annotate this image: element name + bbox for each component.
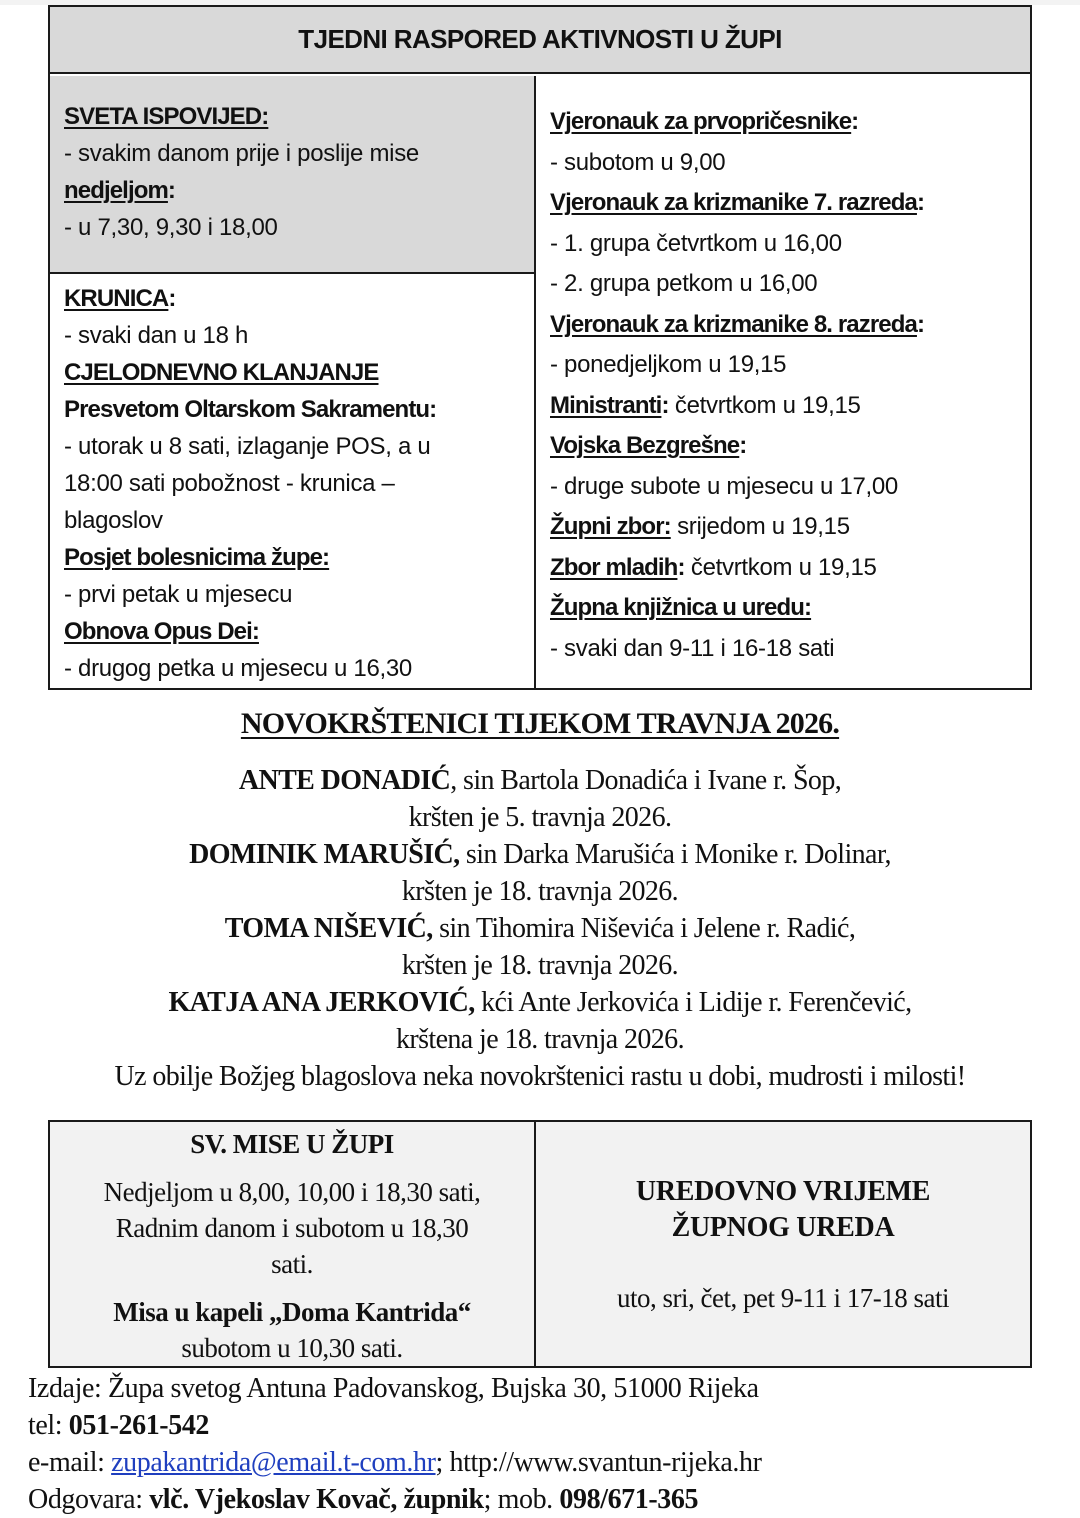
- rosary-time: - svaki dan u 18 h: [64, 322, 249, 349]
- baptism-name: TOMA NIŠEVIĆ,: [224, 913, 433, 944]
- responsible-line: [28, 1481, 762, 1518]
- confession-daily: - svakim danom prije i poslije mise: [64, 140, 419, 167]
- opus-dei-heading: Obnova Opus Dei:: [64, 618, 259, 645]
- baptism-entry: [0, 910, 1080, 947]
- weekly-schedule-table: [48, 5, 1032, 690]
- adoration-subheading: Presvetom Oltarskom Sakramentu:: [64, 396, 437, 423]
- phone-label: tel:: [28, 1410, 69, 1441]
- mobile-label: ; mob.: [483, 1484, 560, 1515]
- schedule-title-cell: [50, 7, 1030, 74]
- youth-choir-time: četvrtkom u 19,15: [684, 553, 877, 581]
- baptism-name: ANTE DONADIĆ: [238, 765, 451, 796]
- mass-office-table: [48, 1120, 1032, 1368]
- first-communion-colon: :: [851, 108, 859, 135]
- confession-heading: SVETA ISPOVIJED:: [64, 103, 269, 130]
- phone-line: [28, 1407, 762, 1444]
- baptisms-list: [0, 762, 1080, 1095]
- office-title-line2: ŽUPNOG UREDA: [671, 1212, 895, 1243]
- baptisms-section: [0, 700, 1080, 1095]
- baptism-parents: sin Darka Marušića i Monike r. Dolinar,: [459, 839, 891, 870]
- baptism-blessing: Uz obilje Božjeg blagoslova neka novokrštenici rastu u dobi, mudrosti i milosti!: [114, 1061, 966, 1092]
- first-communion-time: - subotom u 9,00: [550, 148, 726, 176]
- contact-line: [28, 1444, 762, 1481]
- baptism-name: KATJA ANA JERKOVIĆ,: [168, 987, 475, 1018]
- devotions-box: [50, 276, 534, 688]
- rosary-colon: :: [168, 285, 176, 312]
- militia-time: - druge subote u mjesecu u 17,00: [550, 472, 898, 500]
- militia-colon: :: [739, 432, 747, 459]
- parish-choir-heading: Župni zbor:: [550, 513, 671, 540]
- mobile-number: 098/671-365: [559, 1484, 699, 1515]
- mass-title: SV. MISE U ŽUPI: [190, 1129, 394, 1159]
- chapel-mass-title: Misa u kapeli „Doma Kantrida“: [113, 1297, 471, 1327]
- library-hours: - svaki dan 9-11 i 16-18 sati: [550, 634, 835, 662]
- office-title-line1: UREDOVNO VRIJEME: [635, 1176, 931, 1207]
- phone-number: 051-261-542: [68, 1410, 210, 1441]
- adoration-heading: CJELODNEVNO KLANJANJE: [64, 359, 379, 386]
- adoration-line1: - utorak u 8 sati, izlaganje POS, a u: [64, 433, 431, 460]
- schedule-left-column: [50, 76, 536, 688]
- baptism-date: kršten je 18. travnja 2026.: [401, 876, 679, 907]
- website-text: ; http://www.svantun-rijeka.hr: [435, 1447, 762, 1478]
- confirmation7-colon: :: [916, 189, 925, 216]
- baptism-parents: kći Ante Jerkovića i Lidije r. Ferenčević,: [474, 987, 912, 1018]
- responsible-label: Odgovara:: [28, 1484, 150, 1515]
- publication-footer: [28, 1370, 762, 1518]
- confirmation8-heading: Vjeronauk za krizmanike 8. razreda: [550, 310, 917, 338]
- confirmation8-colon: :: [916, 310, 925, 338]
- baptism-date: kršten je 5. travnja 2026.: [408, 802, 672, 833]
- baptism-parents: sin Tihomira Niševića i Jelene r. Radić,: [432, 913, 856, 944]
- youth-choir-colon: :: [677, 553, 685, 581]
- email-label: e-mail:: [28, 1447, 112, 1478]
- parish-choir-time: srijedom u 19,15: [670, 513, 850, 540]
- email-link[interactable]: zupakantrida@email.t-com.hr: [111, 1447, 436, 1478]
- office-hours-cell: [536, 1122, 1030, 1366]
- confirmation7-group2: - 2. grupa petkom u 16,00: [550, 270, 818, 297]
- mass-times-cell: [50, 1122, 536, 1366]
- confirmation7-heading: Vjeronauk za krizmanike 7. razreda: [550, 189, 917, 216]
- confession-box: [50, 76, 534, 274]
- confirmation7-group1: - 1. grupa četvrtkom u 16,00: [550, 229, 842, 257]
- opus-dei-time: - drugog petka u mjesecu u 16,30: [64, 655, 412, 682]
- first-communion-heading: Vjeronauk za prvopričesnike: [550, 108, 852, 135]
- baptism-name: DOMINIK MARUŠIĆ,: [189, 839, 460, 870]
- sick-visits-time: - prvi petak u mjesecu: [64, 581, 293, 608]
- baptism-entry: [0, 984, 1080, 1021]
- altar-servers-time: četvrtkom u 19,15: [668, 391, 861, 419]
- confession-sunday-times: - u 7,30, 9,30 i 18,00: [64, 214, 278, 241]
- mass-weekday-cont: sati.: [271, 1249, 313, 1279]
- baptism-entry: [0, 836, 1080, 873]
- adoration-line3: blagoslov: [64, 507, 163, 534]
- altar-servers-heading: Ministranti: [550, 391, 662, 419]
- confession-sunday-colon: :: [167, 177, 176, 204]
- youth-choir-heading: Zbor mladih: [550, 553, 678, 581]
- responsible-person: vlč. Vjekoslav Kovač, župnik: [149, 1484, 484, 1515]
- baptism-parents: , sin Bartola Donadića i Ivane r. Šop,: [450, 765, 842, 796]
- mass-sunday: Nedjeljom u 8,00, 10,00 i 18,30 sati,: [103, 1177, 481, 1207]
- adoration-line2: 18:00 sati pobožnost - krunica –: [64, 470, 395, 497]
- baptisms-title: NOVOKRŠTENICI TIJEKOM TRAVNJA 2026.: [240, 707, 840, 740]
- chapel-mass-time: subotom u 10,30 sati.: [181, 1333, 403, 1363]
- mass-weekday: Radnim danom i subotom u 18,30: [115, 1213, 469, 1243]
- militia-heading: Vojska Bezgrešne: [550, 432, 740, 459]
- schedule-right-column: [536, 76, 1030, 688]
- baptism-entry: [0, 762, 1080, 799]
- rosary-heading: KRUNICA: [64, 285, 169, 312]
- altar-servers-colon: :: [661, 391, 669, 419]
- baptism-date: kršten je 18. travnja 2026.: [401, 950, 679, 981]
- confirmation8-time: - ponedjeljkom u 19,15: [550, 351, 787, 378]
- publisher-line: Izdaje: Župa svetog Antuna Padovanskog, Bujska 30, 51000 Rijeka: [28, 1373, 759, 1404]
- confession-sunday-heading: nedjeljom: [64, 177, 168, 204]
- office-hours: uto, sri, čet, pet 9-11 i 17-18 sati: [617, 1283, 949, 1313]
- sick-visits-heading: Posjet bolesnicima župe:: [64, 544, 330, 571]
- library-heading: Župna knjižnica u uredu:: [550, 594, 812, 621]
- baptism-date: krštena je 18. travnja 2026.: [395, 1024, 684, 1055]
- schedule-title: TJEDNI RASPORED AKTIVNOSTI U ŽUPI: [298, 24, 782, 54]
